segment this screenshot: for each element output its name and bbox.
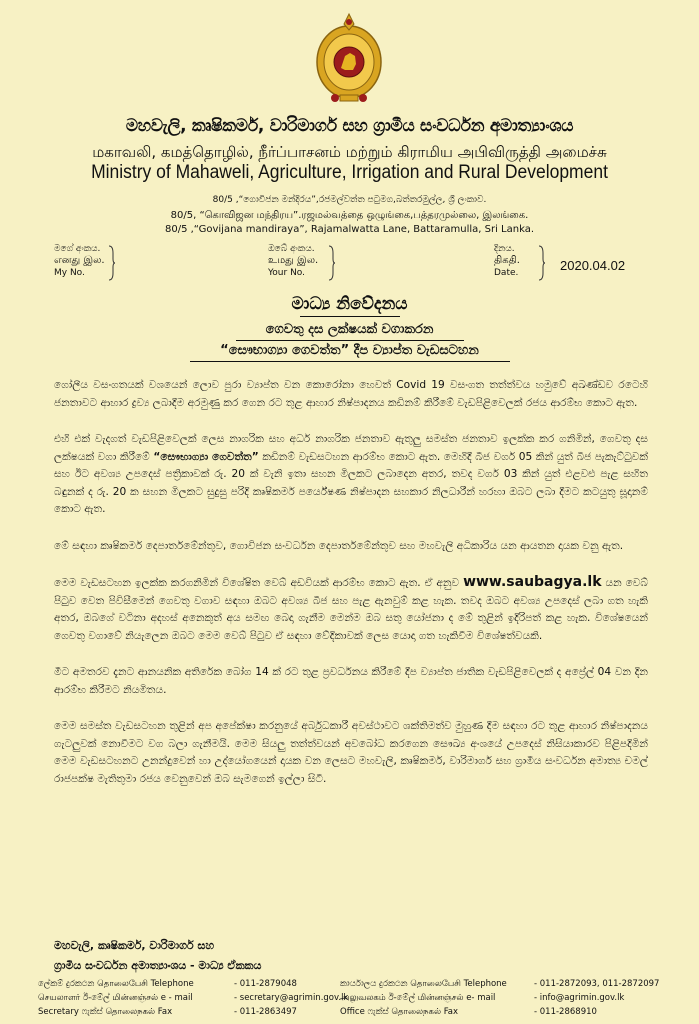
date-label-ta: திகதி. <box>494 255 520 266</box>
secretary-phone-value: - 011-2879048 <box>234 979 297 989</box>
website-link[interactable]: www.saubagya.lk <box>463 574 602 590</box>
subtitle-underline <box>236 340 464 341</box>
office-phone-label: කාර්යාලය දුරකථන தொலைபேசி Telephone <box>340 979 507 989</box>
your-no-label-en: Your No. <box>268 268 306 278</box>
date-label-en: Date. <box>494 268 519 278</box>
paragraph-2-text: එහි එක් වැදගත් වැඩපිළිවෙලක් ලෙස නාගරික සහ අර්ධ නාගරික ජනතාව ඇතුලු සමස්ත ජනතාව ඉලක්ක කර ගනිමින්, ගෙවතු දස ලක්ෂයක් වගා කිරීමේ <box>54 433 648 463</box>
date-field <box>494 243 520 279</box>
office-email-label: அலுவலகம் ඊ-මේල් மின்னஞ்சல் e- mail <box>340 993 496 1003</box>
title-underline <box>300 316 400 317</box>
paragraph-4 <box>54 574 648 645</box>
office-email-value[interactable]: - info@agrimin.gov.lk <box>534 993 625 1003</box>
office-fax-label: Office ෆැක්ස් தொலைநகல் Fax <box>340 1007 459 1017</box>
my-no-field <box>54 243 105 279</box>
office-phone-value: - 011-2872093, 011-2872097 <box>534 979 660 989</box>
address-english: 80/5 ,“Govijana mandiraya”, Rajamalwatta Lane, Battaramulla, Sri Lanka. <box>164 224 534 235</box>
paragraph-6: මෙම සමස්ත වැඩසටහන තුළින් අප අපේක්ෂා කරනුයේ අර්බුධකාරී අවස්ථාවට ශක්තිමත්ව මුහුණ දීම සඳහා රට තුළ ආහාර නිෂ්පාදනය ගැටලුවක් නොවීමට වග බලා ගැනීමයි. මෙම සියලු තත්ත්වයන් අවබෝධ කරගෙන සෞඛ්‍ය අංශයේ උපදෙස් නිසියාකාරව පිළිපදිමින් මෙම වැඩසටහනට උනන්දුවෙන් හා උද්යෝගයෙන් දායක වන ලෙසට මහවැලි, කෘෂිකර්ම, වාරිමාර්ග සහ ග්‍රාමීය සංවර්ධන අමාත්‍ය චමල් රාජපක්ෂ මැතිතුමා රජය වෙනුවෙන් ඔබ සැමගෙන් ඉල්ලා සිටී. <box>54 720 648 785</box>
media-release-title: මාධ්‍ය නිවේදනය <box>291 294 408 314</box>
paragraph-4-text-cont: යන වෙබ් පිටුව වෙත පිවිසීමෙන් ගෙවතු වගාව සඳහා ඔබට අවශ්‍ය බීජ සහ පැළ ඇනවුම් කළ හැක. තවද ඔබට අවශ්‍ය උපදෙස් ලබා ගත හැකි අතර, ඔබගේ වටිනා අදහස් අනෙකුත් අය සමඟ බෙදා ගැනීම මෙන්ම ඔබ සතු යෝජනා ද මේ තුළින් ඉදිරිපත් කළ හැක. විශේෂයෙන් ගෙවතු වගාවේ නියැලෙන ඔබට මෙම වෙබ් පිටුව ඒ සඳහා වේදිකාවක් ලෙස යොදා ගත හැකිවීම විශේෂත්වයකි. <box>54 577 648 642</box>
paragraph-2 <box>54 431 648 519</box>
your-no-field <box>268 243 318 279</box>
ministry-title-english: Ministry of Mahaweli, Agriculture, Irrigation and Rural Development <box>91 162 608 183</box>
brace-icon <box>328 245 336 281</box>
your-no-label-si: ඔබේ අංකය. <box>268 244 315 254</box>
my-no-label-en: My No. <box>54 268 85 278</box>
program-name: “සෞභාග්‍යා ගෙවත්ත” <box>153 450 259 463</box>
my-no-label-si: මගේ අංකය. <box>54 244 101 254</box>
my-no-label-ta: எனது இல. <box>54 255 105 266</box>
signature-line-2: ග්‍රාමීය සංවර්ධන අමාත්‍යාංශය - මාධ්‍ය ඒකකය <box>54 959 262 972</box>
subtitle-underline <box>190 361 510 362</box>
paragraph-3: මේ සඳහා කෘෂිකර්ම දෙපාර්තමේන්තුව, ගොවිජන සංවර්ධන දෙපාර්තමේන්තුව සහ මහවැලි අධිකාරිය යන ආයතන දායක වනු ඇත. <box>54 539 624 552</box>
signature-line-1: මහවැලි, කෘෂිකර්ම, වාරිමාර්ග සහ <box>54 939 215 952</box>
paragraph-4-text: මෙම වැඩසටහන ඉලක්ක කරගනිමින් විශේෂිත වෙබ් අඩවියක් ආරම්භ කොට ඇත. ඒ අනුව <box>54 577 464 589</box>
secretary-fax-value: - 011-2863497 <box>234 1007 297 1017</box>
secretary-fax-label: Secretary ෆැක්ස් தொலைநகல் Fax <box>38 1007 173 1017</box>
address-tamil: 80/5, “கொவிஜன மந்திரய”.ரஜமல்வத்தை ஒழுங்கை,பத்தரமுல்லை, இலங்கை. <box>170 210 529 221</box>
paragraph-2-text-cont: කඩිනම් වැඩසටහන ආරම්භ කොට ඇත. මෙහිදී බීජ වර්ග 05 කින් යුත් බීජ පැකැට්ටුවක් සහ ඊට අවශ්‍ය උපදෙස් පත්‍රිකාවක් රු. 20 ක් වැනි ඉතා සහන මිලකට ලබාදෙන අතර, තවද වර්ග 03 කින් යුත් එළවළු පැළ සහිත බඳුනක් ද රු. 20 ක සහන මිලකට සුදුසු පරිදි කෘෂිකර්ම පර්යේෂණ නිෂ්පාදන සහකාර නිලධාරීන් හරහා ඔබට ලබා දීමට කටයුතු සූදානම් කොට ඇත. <box>54 450 648 515</box>
sri-lanka-emblem-icon <box>310 10 388 106</box>
paragraph-1: ගෝලීය වසංගතයක් වශයෙන් ලොව පුරා ව්‍යාප්ත වන කොරෝනා හෙවත් Covid 19 වසංගත තත්ත්වය හමුවේ අඛණ්ඩව රටෙහි ජනතාවට ආහාර ද්‍රව්‍ය ලබාදීම අරමුණු කර ගෙන රට තුළ ආහාර නිෂ්පාදනය කඩිනම් කිරීමේ වැඩපිළිවෙලක් රජය ආරම්භ කොට ඇත. <box>54 379 648 409</box>
secretary-email-label: செயலாளர் ඊ-මේල් மின்னஞ்சல் e - mail <box>38 993 193 1003</box>
brace-icon <box>108 245 116 281</box>
secretary-phone-label: ලේකම් දුරකථන தொலைபேசி Telephone <box>38 979 194 989</box>
secretary-email-value[interactable]: - secretary@agrimin.gov.lk <box>234 993 349 1003</box>
date-label-si: දිනය. <box>494 244 515 254</box>
subtitle-line-1: ගෙවතු දස ලක්ෂයක් වගාකරන <box>265 322 434 337</box>
brace-icon <box>538 245 546 281</box>
your-no-label-ta: உமது இல. <box>268 255 319 266</box>
press-release-body <box>54 377 648 807</box>
signature-block <box>54 936 261 976</box>
office-fax-value: - 011-2868910 <box>534 1007 597 1017</box>
date-value: 2020.04.02 <box>560 258 626 273</box>
paragraph-5: මීට අමතරව දැනට ආනයනික අතිරේක බෝග 14 ක් රට තුළ ප්‍රවර්ධනය කිරීමේ දීප ව්‍යාප්ත ජාතික වැඩපිළිවෙලක් ද අප්‍රේල් 04 වන දින ආරම්භ කිරීමට නියමිතය. <box>54 666 648 696</box>
ministry-title-tamil: மகாவலி, கமத்தொழில், நீர்ப்பாசனம் மற்றும் கிராமிய அபிவிருத்தி அமைச்சு <box>92 143 607 161</box>
ministry-title-sinhala: මහවැලි, කෘෂිකර්ම, වාරිමාර්ග සහ ග්‍රාමීය සංවර්ධන අමාත්‍යාංශය <box>125 116 574 136</box>
address-sinhala: 80/5 ,“ගොවිජන මන්දිරය”,රජමල්වත්ත පටුමග,බත්තරමුල්ල, ශ්‍රී ලංකාව. <box>212 195 487 205</box>
subtitle-line-2: “සෞභාග්‍යා ගෙවත්ත” දීප ව්‍යාප්ත වැඩසටහන <box>220 343 479 358</box>
